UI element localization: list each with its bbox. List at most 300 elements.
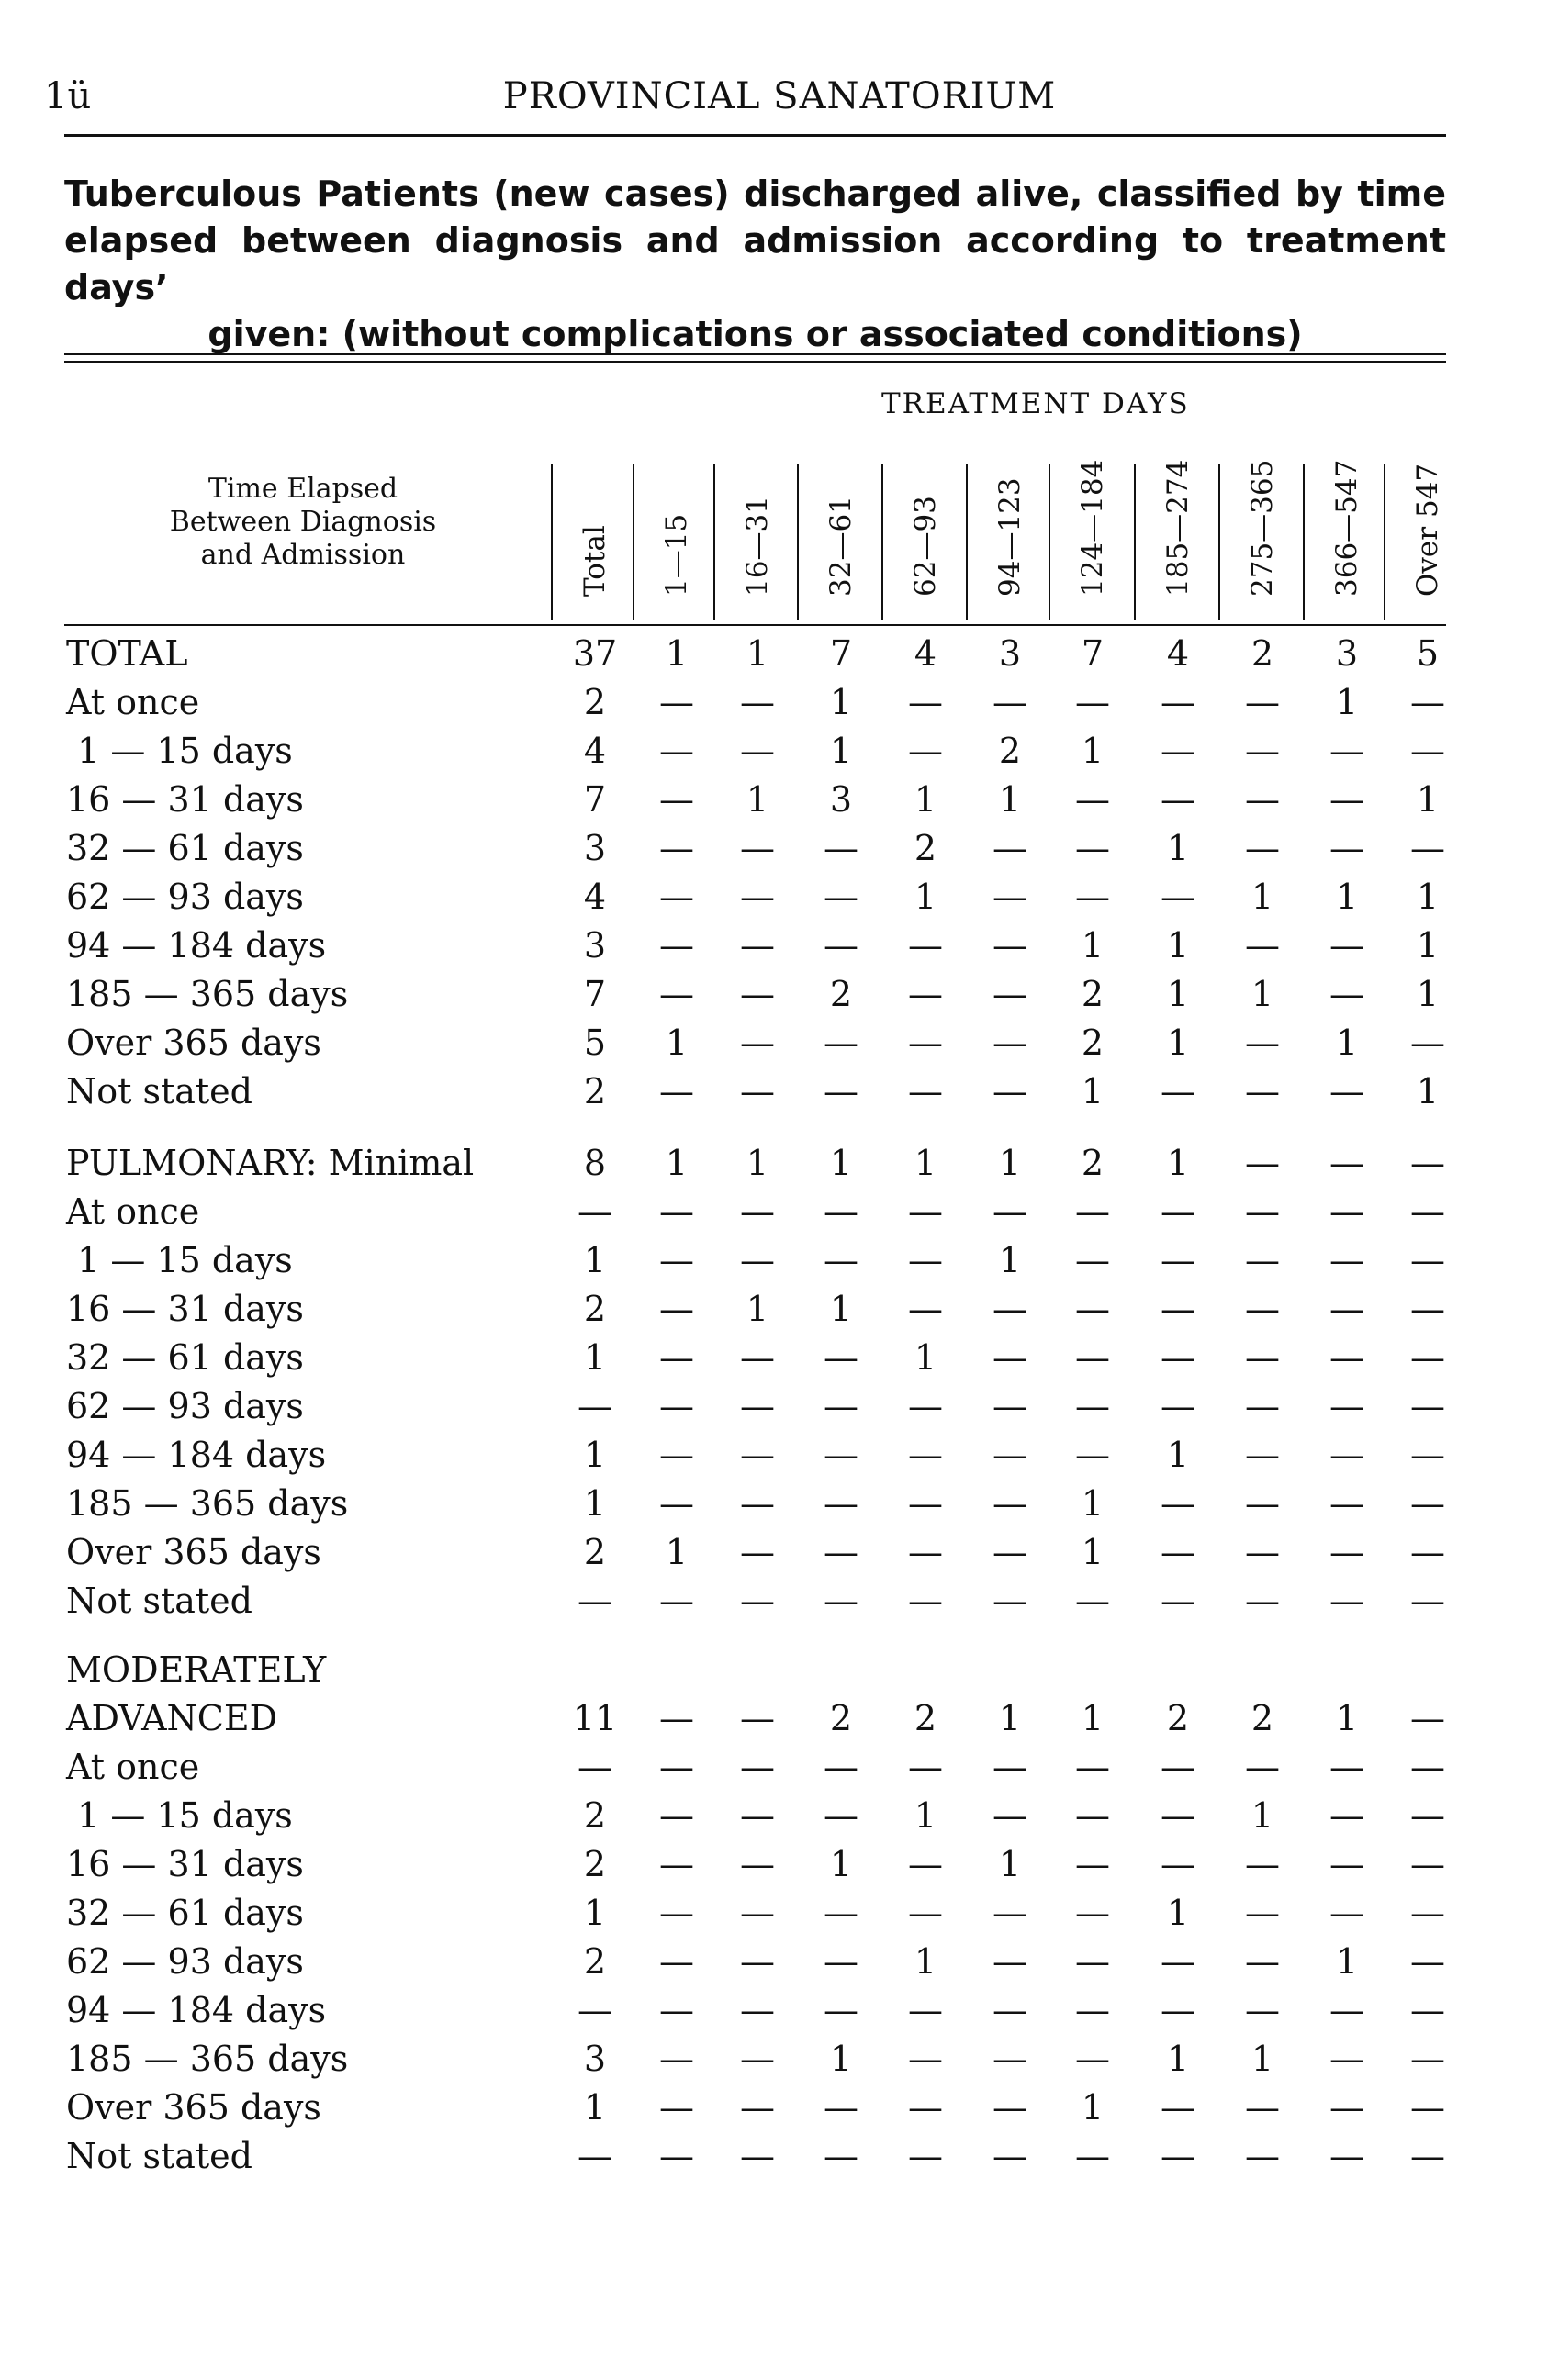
table-cell: — xyxy=(1410,1795,1445,1836)
column-header: 1—15 xyxy=(660,513,693,597)
table-cell: — xyxy=(1410,1289,1445,1329)
column-divider xyxy=(1218,464,1220,620)
table-cell: — xyxy=(993,1337,1027,1378)
column-header: Over 547 xyxy=(1411,463,1444,597)
table-cell: — xyxy=(1075,779,1110,820)
table-cell: — xyxy=(659,1795,694,1836)
table-cell: 2 xyxy=(1081,1143,1105,1183)
table-cell: 1 xyxy=(1251,974,1274,1014)
column-divider xyxy=(551,464,553,620)
table-cell: 1 xyxy=(1166,828,1190,868)
table-cell: — xyxy=(1075,1386,1110,1426)
table-row xyxy=(0,776,1559,824)
table-cell: — xyxy=(1329,974,1364,1014)
table-cell: 1 xyxy=(583,1483,607,1524)
row-label: 1 — 15 days xyxy=(66,731,293,771)
header-bottom-rule xyxy=(64,624,1446,626)
table-row xyxy=(0,2035,1559,2084)
table-cell: — xyxy=(908,925,943,966)
column-header: 185—274 xyxy=(1161,459,1194,597)
table-cell: — xyxy=(908,1071,943,1112)
treatment-days-header: TREATMENT DAYS xyxy=(881,387,1190,420)
table-cell: — xyxy=(1329,1435,1364,1475)
row-label: 32 — 61 days xyxy=(66,828,304,868)
table-cell: 3 xyxy=(583,828,607,868)
row-label: At once xyxy=(66,1191,200,1232)
table-row xyxy=(0,873,1559,922)
table-cell: 2 xyxy=(583,682,607,722)
table-cell: — xyxy=(1245,1747,1280,1787)
table-cell: 1 xyxy=(1251,2039,1274,2079)
table-cell: — xyxy=(1161,1289,1195,1329)
table-cell: 2 xyxy=(583,1071,607,1112)
table-cell: — xyxy=(1329,1532,1364,1572)
table-cell: — xyxy=(1161,1071,1195,1112)
row-label: 94 — 184 days xyxy=(66,1435,327,1475)
table-cell: — xyxy=(659,1747,694,1787)
table-cell: — xyxy=(659,1071,694,1112)
table-cell: 1 xyxy=(583,1893,607,1933)
column-divider xyxy=(713,464,715,620)
top-double-rule-2 xyxy=(64,361,1446,363)
row-label: Over 365 days xyxy=(66,1022,321,1063)
table-cell: — xyxy=(1329,1289,1364,1329)
table-cell: — xyxy=(1329,925,1364,966)
table-cell: — xyxy=(740,2087,775,2128)
column-divider xyxy=(633,464,634,620)
table-cell: 1 xyxy=(829,682,853,722)
table-cell: — xyxy=(1410,2136,1445,2176)
title-line-1: Tuberculous Patients (new cases) discharged alive, classified by time xyxy=(64,173,1446,214)
table-cell: — xyxy=(1245,1483,1280,1524)
table-cell: 1 xyxy=(829,1143,853,1183)
row-label: 94 — 184 days xyxy=(66,925,327,966)
table-cell: — xyxy=(1245,779,1280,820)
column-divider xyxy=(966,464,968,620)
table-cell: — xyxy=(1161,1747,1195,1787)
table-cell: — xyxy=(740,682,775,722)
table-cell: — xyxy=(1245,731,1280,771)
table-cell: 7 xyxy=(583,974,607,1014)
table-cell: — xyxy=(740,1071,775,1112)
table-cell: — xyxy=(1245,1386,1280,1426)
table-cell: — xyxy=(1161,682,1195,722)
table-cell: — xyxy=(1075,877,1110,917)
running-head: PROVINCIAL SANATORIUM xyxy=(502,75,1057,117)
title-line-2: elapsed between diagnosis and admission according to treatment days’ xyxy=(64,220,1446,307)
table-cell: 1 xyxy=(1166,1893,1190,1933)
table-cell: — xyxy=(740,731,775,771)
table-row xyxy=(0,970,1559,1019)
table-cell: — xyxy=(1329,1240,1364,1280)
table-cell: — xyxy=(1329,1893,1364,1933)
table-cell: — xyxy=(1410,1337,1445,1378)
row-label: ADVANCED xyxy=(66,1698,278,1738)
table-cell: — xyxy=(1410,828,1445,868)
row-label: Over 365 days xyxy=(66,2087,321,2128)
table-cell: — xyxy=(1329,779,1364,820)
table-row xyxy=(0,1285,1559,1334)
table-cell: — xyxy=(740,1532,775,1572)
table-cell: — xyxy=(1329,1990,1364,2030)
table-cell: — xyxy=(1245,828,1280,868)
table-cell: — xyxy=(1410,1022,1445,1063)
table-cell: 1 xyxy=(746,1143,769,1183)
table-cell: 1 xyxy=(829,1289,853,1329)
table-row xyxy=(0,1694,1559,1743)
table-cell: — xyxy=(1329,1143,1364,1183)
row-label: MODERATELY xyxy=(66,1649,327,1690)
table-cell: — xyxy=(1161,1532,1195,1572)
table-cell: 2 xyxy=(1166,1698,1190,1738)
row-label: PULMONARY: Minimal xyxy=(66,1143,475,1183)
table-cell: — xyxy=(824,925,858,966)
top-double-rule-1 xyxy=(64,353,1446,355)
table-cell: 1 xyxy=(998,1240,1022,1280)
table-cell: — xyxy=(1410,1143,1445,1183)
table-cell: — xyxy=(993,1893,1027,1933)
table-cell: — xyxy=(1075,1435,1110,1475)
table-cell: 1 xyxy=(1081,1071,1105,1112)
table-cell: — xyxy=(824,1795,858,1836)
table-row xyxy=(0,2132,1559,2181)
table-cell: 1 xyxy=(1081,731,1105,771)
table-cell: — xyxy=(824,1941,858,1982)
table-cell: — xyxy=(1075,1893,1110,1933)
table-row xyxy=(0,1480,1559,1528)
table-cell: 1 xyxy=(1166,974,1190,1014)
table-cell: 1 xyxy=(583,2087,607,2128)
table-cell: — xyxy=(659,1386,694,1426)
table-cell: — xyxy=(1161,1191,1195,1232)
table-cell: — xyxy=(1410,731,1445,771)
row-header-line-1: Time Elapsed xyxy=(207,473,398,505)
column-header: 62—93 xyxy=(909,496,942,597)
table-cell: — xyxy=(1410,1747,1445,1787)
table-cell: — xyxy=(1329,1483,1364,1524)
table-row xyxy=(0,824,1559,873)
column-header: 16—31 xyxy=(741,496,774,597)
table-cell: — xyxy=(1329,2087,1364,2128)
row-label: At once xyxy=(66,682,200,722)
table-cell: 1 xyxy=(1335,1941,1359,1982)
column-divider xyxy=(1134,464,1136,620)
table-cell: — xyxy=(740,1941,775,1982)
table-cell: — xyxy=(1075,1747,1110,1787)
table-cell: — xyxy=(824,1747,858,1787)
table-cell: 5 xyxy=(583,1022,607,1063)
column-divider xyxy=(881,464,883,620)
table-cell: — xyxy=(1075,1581,1110,1621)
table-cell: 1 xyxy=(1416,877,1440,917)
table-cell: — xyxy=(1329,1747,1364,1787)
table-cell: — xyxy=(824,1337,858,1378)
table-cell: — xyxy=(578,1581,612,1621)
table-cell: — xyxy=(1410,1941,1445,1982)
column-header: 366—547 xyxy=(1330,459,1363,597)
table-cell: — xyxy=(1245,1581,1280,1621)
table-cell: — xyxy=(740,2039,775,2079)
table-row xyxy=(0,1067,1559,1116)
table-cell: — xyxy=(1410,2039,1445,2079)
table-cell: — xyxy=(1161,1581,1195,1621)
row-header-label xyxy=(129,473,477,572)
column-divider xyxy=(797,464,799,620)
table-cell: 1 xyxy=(746,1289,769,1329)
table-cell: — xyxy=(908,1191,943,1232)
table-cell: — xyxy=(1245,925,1280,966)
table-cell: — xyxy=(824,1532,858,1572)
table-cell: — xyxy=(740,877,775,917)
table-cell: 7 xyxy=(583,779,607,820)
table-cell: — xyxy=(824,1435,858,1475)
table-cell: — xyxy=(1075,1191,1110,1232)
table-cell: — xyxy=(908,1893,943,1933)
table-cell: — xyxy=(993,1289,1027,1329)
table-cell: 1 xyxy=(1166,1143,1190,1183)
column-header: 94—123 xyxy=(993,477,1026,597)
table-cell: — xyxy=(1410,1191,1445,1232)
row-label: 185 — 365 days xyxy=(66,974,349,1014)
table-cell: — xyxy=(1410,1698,1445,1738)
table-cell: 1 xyxy=(998,1844,1022,1884)
table-cell: — xyxy=(824,2087,858,2128)
header-rule xyxy=(64,134,1446,137)
table-cell: — xyxy=(1075,2039,1110,2079)
table-cell: — xyxy=(993,1022,1027,1063)
table-cell: — xyxy=(1410,682,1445,722)
table-cell: — xyxy=(1245,1143,1280,1183)
table-cell: — xyxy=(1410,1581,1445,1621)
row-label: 62 — 93 days xyxy=(66,1941,304,1982)
table-cell: — xyxy=(908,682,943,722)
table-cell: — xyxy=(908,2087,943,2128)
table-cell: — xyxy=(1075,1289,1110,1329)
table-cell: 3 xyxy=(583,2039,607,2079)
table-cell: — xyxy=(659,1844,694,1884)
table-cell: 1 xyxy=(746,779,769,820)
column-header: 124—184 xyxy=(1076,459,1109,597)
table-cell: — xyxy=(993,925,1027,966)
table-title xyxy=(64,171,1446,358)
table-cell: — xyxy=(740,1581,775,1621)
table-cell: — xyxy=(740,1435,775,1475)
table-cell: 4 xyxy=(583,731,607,771)
table-cell: — xyxy=(659,2136,694,2176)
table-cell: 1 xyxy=(998,1698,1022,1738)
table-cell: — xyxy=(1245,682,1280,722)
table-cell: 2 xyxy=(583,1289,607,1329)
table-cell: — xyxy=(1245,1941,1280,1982)
table-cell: 2 xyxy=(829,974,853,1014)
table-cell: — xyxy=(1161,1240,1195,1280)
table-row xyxy=(0,1139,1559,1188)
table-cell: — xyxy=(659,1435,694,1475)
table-cell: — xyxy=(1161,1483,1195,1524)
table-cell: — xyxy=(659,925,694,966)
table-cell: 1 xyxy=(1081,2087,1105,2128)
table-cell: — xyxy=(993,1532,1027,1572)
table-cell: — xyxy=(578,1191,612,1232)
table-cell: — xyxy=(1075,1844,1110,1884)
table-cell: — xyxy=(993,682,1027,722)
table-row xyxy=(0,1986,1559,2035)
table-cell: — xyxy=(908,1483,943,1524)
table-cell: — xyxy=(659,828,694,868)
row-label: 16 — 31 days xyxy=(66,1844,304,1884)
table-cell: 1 xyxy=(1335,1022,1359,1063)
table-cell: 4 xyxy=(1166,633,1190,674)
table-cell: — xyxy=(1075,1240,1110,1280)
table-cell: — xyxy=(1245,1532,1280,1572)
table-cell: — xyxy=(993,1386,1027,1426)
table-row xyxy=(0,1792,1559,1840)
column-header: Total xyxy=(578,525,611,597)
table-cell: — xyxy=(1161,1941,1195,1982)
table-cell: — xyxy=(908,1022,943,1063)
table-cell: — xyxy=(1329,2039,1364,2079)
table-cell: 1 xyxy=(1166,925,1190,966)
table-cell: — xyxy=(1329,1386,1364,1426)
table-cell: — xyxy=(993,877,1027,917)
table-cell: — xyxy=(824,1240,858,1280)
table-cell: 1 xyxy=(829,2039,853,2079)
table-cell: — xyxy=(740,1022,775,1063)
table-cell: — xyxy=(740,1698,775,1738)
row-label: 62 — 93 days xyxy=(66,877,304,917)
row-label: 32 — 61 days xyxy=(66,1893,304,1933)
table-cell: — xyxy=(1329,828,1364,868)
table-cell: 4 xyxy=(583,877,607,917)
table-cell: — xyxy=(908,974,943,1014)
row-label: 94 — 184 days xyxy=(66,1990,327,2030)
table-cell: — xyxy=(578,1386,612,1426)
table-cell: — xyxy=(578,1747,612,1787)
table-cell: 2 xyxy=(583,1532,607,1572)
table-cell: 1 xyxy=(1081,1483,1105,1524)
table-cell: 3 xyxy=(583,925,607,966)
row-label: 1 — 15 days xyxy=(66,1240,293,1280)
table-cell: — xyxy=(740,925,775,966)
table-cell: 1 xyxy=(998,779,1022,820)
table-cell: 3 xyxy=(998,633,1022,674)
table-cell: — xyxy=(824,828,858,868)
table-cell: — xyxy=(824,877,858,917)
table-cell: 1 xyxy=(665,1532,689,1572)
row-label: At once xyxy=(66,1747,200,1787)
table-cell: — xyxy=(908,1747,943,1787)
table-cell: — xyxy=(1161,779,1195,820)
table-cell: — xyxy=(1075,1990,1110,2030)
table-row xyxy=(0,1236,1559,1285)
page-number: 1ü xyxy=(44,75,92,117)
row-label: 16 — 31 days xyxy=(66,779,304,820)
table-cell: 11 xyxy=(572,1698,618,1738)
table-cell: — xyxy=(1329,1795,1364,1836)
table-cell: — xyxy=(908,1289,943,1329)
table-cell: — xyxy=(1161,2136,1195,2176)
row-label: Not stated xyxy=(66,2136,252,2176)
table-cell: — xyxy=(908,1532,943,1572)
table-cell: 7 xyxy=(829,633,853,674)
table-cell: — xyxy=(740,1191,775,1232)
table-cell: — xyxy=(993,1435,1027,1475)
table-cell: — xyxy=(993,828,1027,868)
table-cell: — xyxy=(824,1990,858,2030)
table-cell: — xyxy=(1410,1990,1445,2030)
table-cell: 37 xyxy=(572,633,618,674)
title-line-3: given: (without complications or associated conditions) xyxy=(207,314,1303,354)
table-cell: — xyxy=(993,1941,1027,1982)
table-cell: — xyxy=(659,1337,694,1378)
row-label: 185 — 365 days xyxy=(66,1483,349,1524)
table-cell: — xyxy=(824,2136,858,2176)
table-cell: — xyxy=(1245,1022,1280,1063)
table-cell: — xyxy=(1161,1990,1195,2030)
table-cell: 1 xyxy=(746,633,769,674)
table-cell: 1 xyxy=(1081,1698,1105,1738)
table-cell: — xyxy=(1075,1337,1110,1378)
table-cell: — xyxy=(659,779,694,820)
table-cell: — xyxy=(1161,1844,1195,1884)
table-cell: — xyxy=(1161,877,1195,917)
row-label: 62 — 93 days xyxy=(66,1386,304,1426)
table-row xyxy=(0,1528,1559,1577)
table-cell: 1 xyxy=(1251,877,1274,917)
table-cell: — xyxy=(908,1990,943,2030)
table-cell: 1 xyxy=(1166,2039,1190,2079)
table-cell: 1 xyxy=(1081,1532,1105,1572)
table-cell: 1 xyxy=(914,1941,937,1982)
table-cell: — xyxy=(1161,2087,1195,2128)
table-cell: — xyxy=(659,1581,694,1621)
table-cell: 1 xyxy=(998,1143,1022,1183)
table-cell: 1 xyxy=(1251,1795,1274,1836)
table-cell: — xyxy=(740,974,775,1014)
table-cell: — xyxy=(740,1337,775,1378)
table-cell: — xyxy=(824,1386,858,1426)
table-cell: 1 xyxy=(583,1435,607,1475)
table-cell: — xyxy=(659,1240,694,1280)
table-cell: — xyxy=(1329,2136,1364,2176)
table-cell: — xyxy=(993,1581,1027,1621)
table-cell: — xyxy=(659,1191,694,1232)
table-row xyxy=(0,1188,1559,1236)
table-cell: 1 xyxy=(583,1337,607,1378)
table-cell: — xyxy=(1329,1581,1364,1621)
table-cell: — xyxy=(659,1483,694,1524)
table-cell: 1 xyxy=(665,1143,689,1183)
table-cell: — xyxy=(1410,1893,1445,1933)
table-row xyxy=(0,2084,1559,2132)
table-cell: — xyxy=(1245,1844,1280,1884)
table-cell: 1 xyxy=(583,1240,607,1280)
table-cell: — xyxy=(908,1844,943,1884)
table-cell: 4 xyxy=(914,633,937,674)
table-cell: 2 xyxy=(1251,633,1274,674)
table-cell: 1 xyxy=(1416,1071,1440,1112)
table-cell: — xyxy=(993,2039,1027,2079)
row-label: 185 — 365 days xyxy=(66,2039,349,2079)
table-row xyxy=(0,1840,1559,1889)
table-cell: 8 xyxy=(583,1143,607,1183)
row-header-line-3: and Admission xyxy=(200,539,406,571)
table-cell: — xyxy=(578,2136,612,2176)
table-cell: 1 xyxy=(1081,925,1105,966)
table-cell: — xyxy=(1075,2136,1110,2176)
table-cell: 2 xyxy=(583,1795,607,1836)
table-cell: 2 xyxy=(1251,1698,1274,1738)
